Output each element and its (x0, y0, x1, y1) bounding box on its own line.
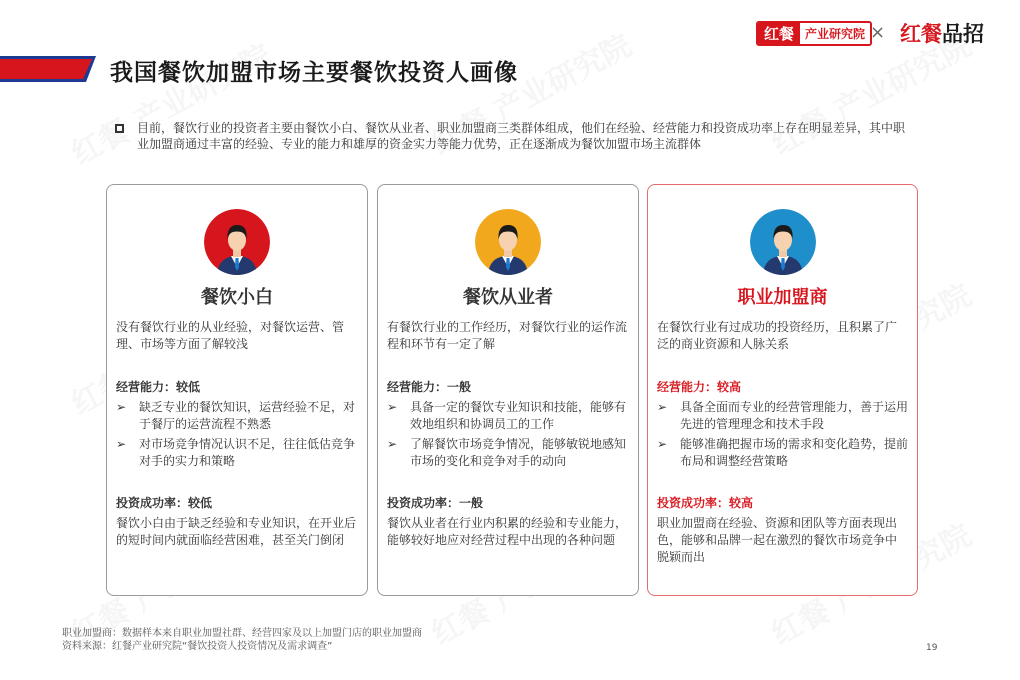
intro-paragraph (115, 120, 915, 152)
businessman-avatar-icon (475, 209, 541, 275)
hongcan-pinzhao-logo (900, 18, 984, 48)
page-number: 19 (926, 643, 938, 653)
list-item (387, 436, 629, 470)
page-title: 我国餐饮加盟市场主要餐饮投资人画像 (110, 60, 518, 86)
card-body (116, 319, 358, 473)
success-text: 餐饮从业者在行业内积累的经验和专业能力，能够较好地应对经营过程中出现的各种问题 (387, 516, 628, 547)
success-heading: 投资成功率：一般 (387, 496, 484, 510)
logo-white-part: 产业研究院 (800, 23, 870, 44)
success-section (116, 495, 358, 549)
logo-separator: × (870, 22, 886, 43)
card-title: 餐饮小白 (201, 287, 273, 308)
point-text: 能够准确把握市场的需求和变化趋势，提前布局和调整经营策略 (680, 437, 909, 468)
avatar-graphic (750, 209, 816, 275)
ability-heading: 经营能力：较高 (657, 380, 742, 394)
point-text: 缺乏专业的餐饮知识，运营经验不足，对于餐厅的运营流程不熟悉 (139, 400, 356, 431)
ability-heading: 经营能力：较低 (116, 380, 201, 394)
arrowhead-icon: ➢ (116, 400, 127, 414)
intro-text: 目前，餐饮行业的投资者主要由餐饮小白、餐饮从业者、职业加盟商三类群体组成，他们在经验、经营能力和投资成功率上存在明显差异，其中职业加盟商通过丰富的经验、专业的能力和雄厚的资金实力等能力优势，正在逐渐成为餐饮加盟市场主流群体 (137, 121, 906, 151)
list-item (657, 436, 908, 470)
footnote (62, 627, 422, 653)
card-description: 在餐饮行业有过成功的投资经历，且积累了广泛的商业资源和人脉关系 (657, 320, 898, 351)
point-text: 对市场竞争情况认识不足，往往低估竞争对手的实力和策略 (139, 437, 356, 468)
investor-card-professional-franchisee (647, 184, 918, 596)
arrowhead-icon: ➢ (116, 437, 127, 451)
arrowhead-icon: ➢ (657, 400, 668, 414)
logo-right-part1: 红餐 (900, 22, 942, 46)
card-body (657, 319, 908, 473)
ability-points (116, 399, 358, 470)
list-item (657, 399, 908, 433)
point-text: 具备一定的餐饮专业知识和技能，能够有效地组织和协调员工的工作 (410, 400, 627, 431)
title-accent-stripe (0, 56, 96, 82)
footnote-source: 资料来源：红餐产业研究院“餐饮投资人投资情况及需求调查” (62, 641, 333, 652)
logo-right-part2: 品招 (942, 22, 984, 46)
hollow-square-icon (115, 124, 124, 133)
success-section (387, 495, 629, 549)
card-description: 有餐饮行业的工作经历，对餐饮行业的运作流程和环节有一定了解 (387, 320, 628, 351)
card-description: 没有餐饮行业的从业经验，对餐饮运营、管理、市场等方面了解较浅 (116, 320, 345, 351)
investor-card-novice (106, 184, 368, 596)
arrowhead-icon: ➢ (657, 437, 668, 451)
logo-red-part: 红餐 (758, 23, 800, 44)
success-text: 餐饮小白由于缺乏经验和专业知识，在开业后的短时间内就面临经营困难，甚至关门倒闭 (116, 516, 357, 547)
arrowhead-icon: ➢ (387, 437, 398, 451)
card-body (387, 319, 629, 473)
footnote-definition: 职业加盟商：数据样本来自职业加盟社群、经营四家及以上加盟门店的职业加盟商 (62, 628, 422, 639)
ability-points (387, 399, 629, 470)
point-text: 了解餐饮市场竞争情况，能够敏锐地感知市场的变化和竞争对手的动向 (410, 437, 627, 468)
avatar-graphic (204, 209, 270, 275)
list-item (116, 436, 358, 470)
avatar-graphic (475, 209, 541, 275)
ability-heading: 经营能力：一般 (387, 380, 472, 394)
success-section (657, 495, 908, 566)
businessman-avatar-icon (750, 209, 816, 275)
card-title: 餐饮从业者 (463, 287, 553, 308)
ability-points (657, 399, 908, 470)
investor-card-practitioner (377, 184, 639, 596)
success-heading: 投资成功率：较高 (657, 496, 754, 510)
arrowhead-icon: ➢ (387, 400, 398, 414)
hongcan-research-logo (756, 21, 872, 46)
list-item (387, 399, 629, 433)
success-heading: 投资成功率：较低 (116, 496, 213, 510)
card-title: 职业加盟商 (737, 287, 828, 308)
list-item (116, 399, 358, 433)
businessman-avatar-icon (204, 209, 270, 275)
point-text: 具备全面而专业的经营管理能力，善于运用先进的管理理念和技术手段 (680, 400, 909, 431)
success-text: 职业加盟商在经验、资源和团队等方面表现出色，能够和品牌一起在激烈的餐饮市场竞争中脱颖而出 (657, 516, 898, 564)
